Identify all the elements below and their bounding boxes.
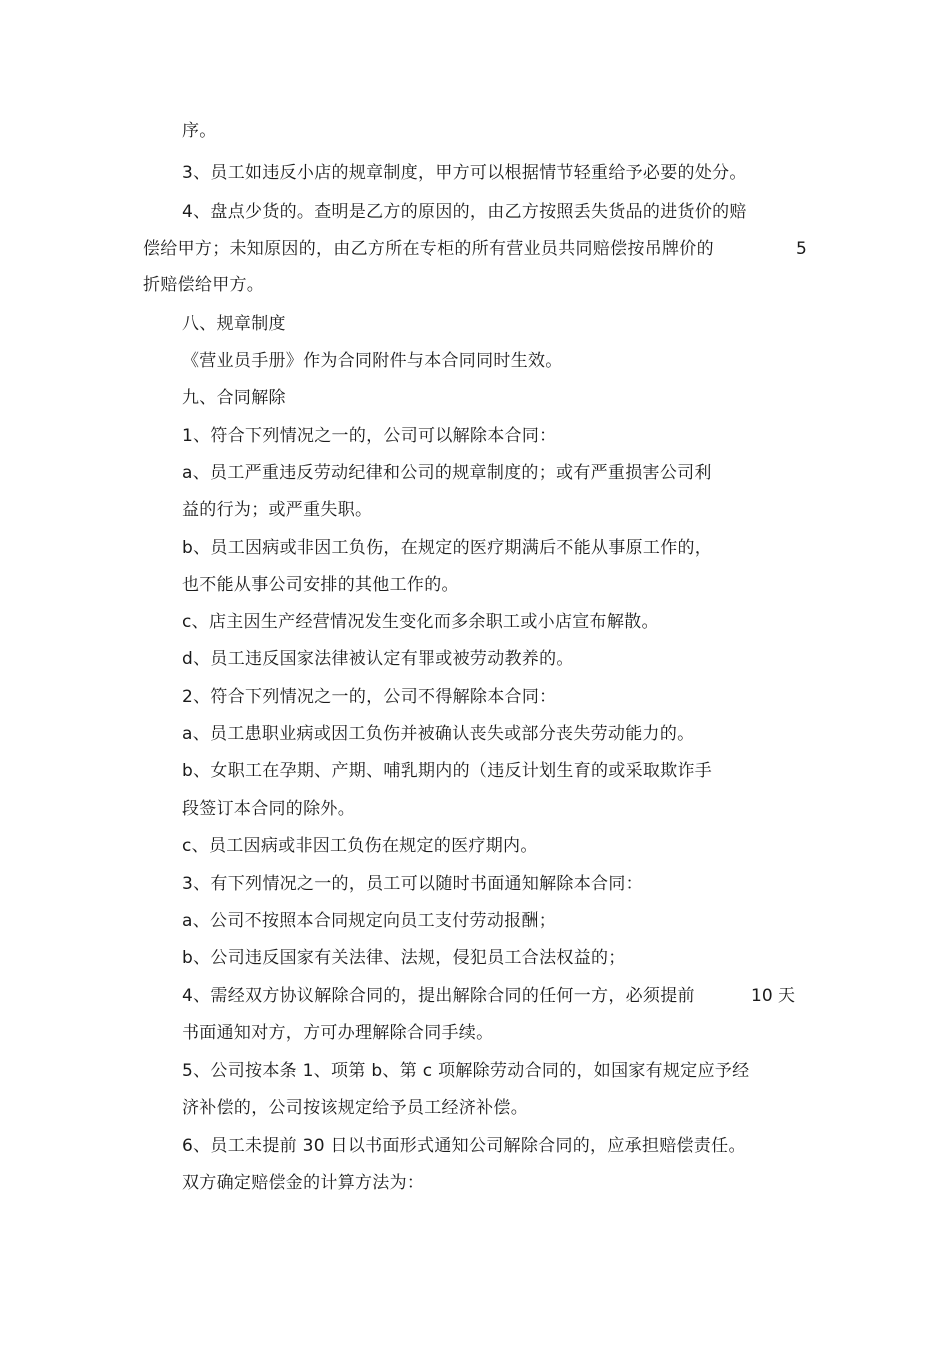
text-line: 《营业员手册》作为合同附件与本合同同时生效。: [182, 351, 563, 371]
text-line: 段签订本合同的除外。: [182, 799, 355, 819]
text-line: 1、符合下列情况之一的，公司可以解除本合同：: [182, 426, 557, 446]
text-line: 4、需经双方协议解除合同的，提出解除合同的任何一方，必须提前: [182, 986, 695, 1006]
text-number: 10 天: [751, 986, 796, 1006]
text-line: d、员工违反国家法律被认定有罪或被劳动教养的。: [182, 649, 574, 669]
text-line: 偿给甲方；未知原因的，由乙方所在专柜的所有营业员共同赔偿按吊牌价的: [143, 239, 714, 259]
text-line: b、员工因病或非因工负伤，在规定的医疗期满后不能从事原工作的，: [182, 538, 713, 558]
text-line: 序。: [182, 121, 217, 141]
text-line: 书面通知对方，方可办理解除合同手续。: [182, 1023, 494, 1043]
text-line: b、女职工在孕期、产期、哺乳期内的（违反计划生育的或采取欺诈手: [182, 761, 713, 781]
text-line: 3、有下列情况之一的，员工可以随时书面通知解除本合同：: [182, 874, 643, 894]
text-line: b、公司违反国家有关法律、法规，侵犯员工合法权益的；: [182, 948, 626, 968]
text-line: 2、符合下列情况之一的，公司不得解除本合同：: [182, 687, 557, 707]
text-line: 益的行为；或严重失职。: [182, 500, 373, 520]
text-line: 折赔偿给甲方。: [143, 275, 265, 295]
text-line: a、公司不按照本合同规定向员工支付劳动报酬；: [182, 911, 557, 931]
text-line: a、员工患职业病或因工负伤并被确认丧失或部分丧失劳动能力的。: [182, 724, 695, 744]
text-line: 5、公司按本条 1、项第 b、第 c 项解除劳动合同的，如国家有规定应予经: [182, 1061, 750, 1081]
section-heading: 八、规章制度: [182, 314, 286, 334]
text-line: c、员工因病或非因工负伤在规定的医疗期内。: [182, 836, 538, 856]
text-line: 双方确定赔偿金的计算方法为：: [182, 1173, 425, 1193]
text-line: 3、员工如违反小店的规章制度，甲方可以根据情节轻重给予必要的处分。: [182, 163, 747, 183]
text-line: 济补偿的，公司按该规定给予员工经济补偿。: [182, 1098, 528, 1118]
text-line: c、店主因生产经营情况发生变化而多余职工或小店宣布解散。: [182, 612, 659, 632]
text-number: 5: [796, 239, 807, 259]
section-heading: 九、合同解除: [182, 388, 286, 408]
text-line: 也不能从事公司安排的其他工作的。: [182, 575, 459, 595]
text-line: a、员工严重违反劳动纪律和公司的规章制度的；或有严重损害公司利: [182, 463, 712, 483]
text-line: 4、盘点少货的。查明是乙方的原因的，由乙方按照丢失货品的进货价的赔: [182, 202, 747, 222]
text-line: 6、员工未提前 30 日以书面形式通知公司解除合同的，应承担赔偿责任。: [182, 1136, 746, 1156]
